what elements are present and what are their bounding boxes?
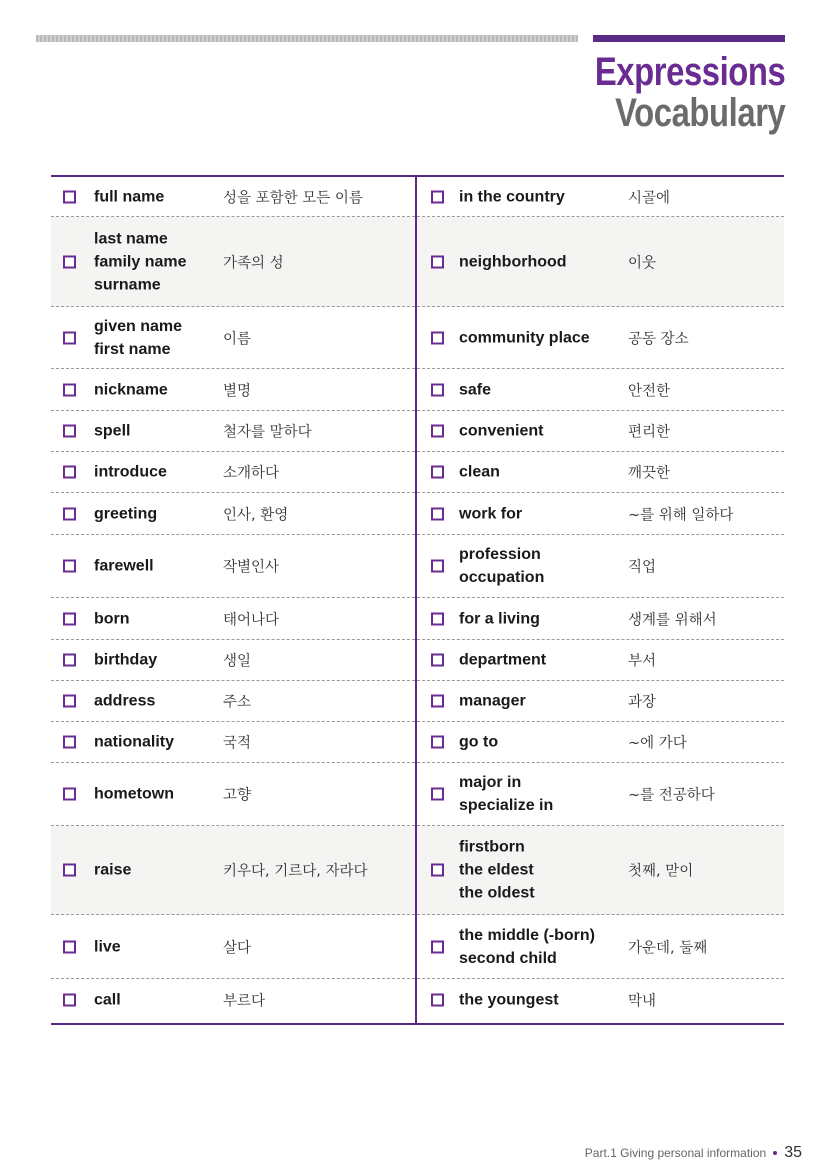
- vocab-meaning: 생일: [223, 653, 252, 670]
- header-gray-rule: [36, 35, 578, 42]
- vocab-meaning: 생계를 위해서: [628, 612, 717, 628]
- vocab-term: [459, 502, 621, 525]
- term-text: second child: [459, 949, 557, 967]
- heading-expressions: Expressions: [594, 50, 785, 94]
- vocab-term: [94, 378, 222, 401]
- vocab-meaning: ~를 전공하다: [628, 787, 715, 804]
- checkbox[interactable]: [63, 612, 76, 625]
- term-text: work for: [459, 505, 523, 522]
- term-text: convenient: [459, 422, 544, 440]
- page-footer: [585, 1144, 802, 1162]
- vocab-term: [94, 859, 222, 882]
- vocab-meaning: 안전한: [628, 383, 671, 399]
- footer-bullet: [773, 1151, 777, 1155]
- term-text: raise: [94, 861, 132, 879]
- term-text: last name: [94, 230, 168, 247]
- vocab-row: [417, 979, 784, 1020]
- vocab-term: [459, 607, 621, 630]
- vocab-term: [459, 378, 621, 401]
- vocab-row: [417, 452, 784, 493]
- footer-section-title: Part.1 Giving personal information: [584, 1146, 767, 1160]
- term-text: manager: [459, 692, 526, 710]
- checkbox[interactable]: [63, 466, 76, 479]
- vocab-meaning: 소개하다: [223, 465, 280, 482]
- term-text: major in: [459, 774, 522, 791]
- header-purple-rule: [593, 35, 785, 42]
- vocab-meaning: ~에 가다: [628, 735, 687, 752]
- vocab-term: [94, 988, 222, 1011]
- vocab-term: [459, 771, 621, 817]
- vocab-meaning: 성을 포함한 모든 이름: [223, 190, 363, 206]
- vocab-row: [51, 307, 415, 369]
- vocab-meaning: 첫째, 맏이: [628, 863, 694, 880]
- vocab-meaning: 주소: [223, 694, 252, 711]
- vocab-term: [459, 250, 621, 273]
- vocab-meaning: 별명: [223, 383, 252, 399]
- checkbox[interactable]: [431, 425, 444, 438]
- checkbox[interactable]: [63, 654, 76, 667]
- checkbox[interactable]: [63, 255, 76, 268]
- checkbox[interactable]: [63, 190, 76, 203]
- vocab-row: [51, 763, 415, 826]
- checkbox[interactable]: [431, 864, 444, 877]
- vocab-term: [459, 649, 621, 672]
- checkbox[interactable]: [63, 695, 76, 708]
- vocab-meaning: 부서: [628, 653, 657, 670]
- vocab-term: [94, 690, 222, 713]
- vocab-row: [417, 763, 784, 826]
- vocab-term: [459, 420, 621, 443]
- vocab-meaning: 공동 장소: [628, 331, 689, 347]
- vocab-row: [417, 826, 784, 915]
- checkbox[interactable]: [63, 788, 76, 801]
- term-text: occupation: [459, 569, 545, 586]
- vocab-row: [417, 369, 784, 411]
- checkbox[interactable]: [431, 788, 444, 801]
- checkbox[interactable]: [431, 654, 444, 667]
- vocab-row: [417, 411, 784, 452]
- term-text: hometown: [94, 785, 174, 803]
- vocab-row: [51, 411, 415, 452]
- vocab-row: [417, 598, 784, 640]
- vocab-term: [94, 420, 222, 443]
- vocab-meaning: 고향: [223, 787, 252, 804]
- term-text: call: [94, 991, 121, 1008]
- term-text: clean: [459, 463, 500, 481]
- vocab-row: [51, 722, 415, 763]
- term-text: address: [94, 692, 156, 710]
- checkbox[interactable]: [431, 560, 444, 573]
- checkbox[interactable]: [63, 507, 76, 520]
- vocab-row: [417, 640, 784, 681]
- vocab-term: [459, 461, 621, 484]
- vocab-term: [94, 461, 222, 484]
- term-text: birthday: [94, 651, 158, 669]
- term-text: specialize in: [459, 797, 554, 814]
- checkbox[interactable]: [63, 864, 76, 877]
- checkbox[interactable]: [63, 940, 76, 953]
- vocab-term: [459, 326, 621, 349]
- term-text: in the country: [459, 188, 565, 205]
- vocab-meaning: 편리한: [628, 424, 671, 441]
- vocab-meaning: 가운데, 둘째: [628, 940, 708, 956]
- term-text: live: [94, 938, 121, 955]
- term-text: the middle (-born): [459, 926, 595, 944]
- term-text: nickname: [94, 381, 168, 398]
- vocab-meaning: 살다: [223, 940, 252, 956]
- vocab-meaning: 철자를 말하다: [223, 424, 312, 441]
- vocab-term: [459, 185, 621, 208]
- term-text: surname: [94, 276, 161, 293]
- checkbox[interactable]: [63, 736, 76, 749]
- vocab-meaning: 태어나다: [223, 612, 280, 628]
- checkbox[interactable]: [63, 993, 76, 1006]
- vocab-term: [94, 227, 222, 296]
- term-text: family name: [94, 253, 187, 270]
- vocab-meaning: ~를 위해 일하다: [628, 507, 734, 523]
- term-text: profession: [459, 546, 541, 563]
- vocab-term: [94, 555, 222, 578]
- term-text: nationality: [94, 733, 175, 751]
- term-text: born: [94, 610, 130, 627]
- checkbox[interactable]: [431, 331, 444, 344]
- page-heading: [594, 52, 785, 134]
- term-text: firstborn: [459, 838, 525, 856]
- vocab-term: [94, 502, 222, 525]
- term-text: go to: [459, 733, 499, 751]
- term-text: community place: [459, 329, 590, 346]
- vocab-row: [51, 493, 415, 535]
- vocab-row: [51, 979, 415, 1020]
- term-text: full name: [94, 188, 165, 205]
- vocab-term: [94, 607, 222, 630]
- term-text: the eldest: [459, 861, 534, 879]
- vocab-term: [459, 836, 621, 905]
- vocab-term: [94, 315, 222, 361]
- vocab-meaning: 깨끗한: [628, 465, 671, 482]
- term-text: the oldest: [459, 884, 535, 902]
- left-column: [51, 177, 415, 1023]
- vocab-row: [51, 369, 415, 411]
- heading-vocabulary: Vocabulary: [614, 91, 785, 135]
- vocab-meaning: 부르다: [223, 993, 266, 1009]
- vocab-meaning: 이웃: [628, 255, 657, 271]
- checkbox[interactable]: [431, 466, 444, 479]
- vocab-row: [417, 307, 784, 369]
- term-text: greeting: [94, 505, 158, 522]
- vocab-meaning: 가족의 성: [223, 255, 284, 271]
- vocab-row: [51, 640, 415, 681]
- checkbox[interactable]: [431, 507, 444, 520]
- checkbox[interactable]: [431, 940, 444, 953]
- term-text: introduce: [94, 463, 167, 481]
- vocab-row: [417, 177, 784, 217]
- vocab-row: [417, 915, 784, 979]
- vocab-row: [51, 915, 415, 979]
- vocab-term: [94, 185, 222, 208]
- checkbox[interactable]: [431, 383, 444, 396]
- checkbox[interactable]: [63, 383, 76, 396]
- vocab-term: [459, 731, 621, 754]
- term-text: for a living: [459, 610, 540, 627]
- vocab-meaning: 작별인사: [223, 559, 280, 576]
- vocab-meaning: 국적: [223, 735, 252, 752]
- vocab-term: [94, 935, 222, 958]
- vocab-row: [51, 826, 415, 915]
- checkbox[interactable]: [63, 331, 76, 344]
- checkbox[interactable]: [431, 190, 444, 203]
- vocab-term: [459, 543, 621, 589]
- term-text: first name: [94, 340, 171, 358]
- vocab-meaning: 인사, 환영: [223, 507, 289, 523]
- checkbox[interactable]: [431, 255, 444, 268]
- vocab-meaning: 시골에: [628, 190, 671, 206]
- vocab-meaning: 과장: [628, 694, 657, 711]
- term-text: safe: [459, 381, 492, 398]
- vocab-row: [417, 535, 784, 598]
- vocab-term: [459, 924, 621, 970]
- term-text: spell: [94, 422, 131, 440]
- vocab-row: [51, 177, 415, 217]
- vocab-row: [51, 535, 415, 598]
- vocab-row: [417, 493, 784, 535]
- term-text: farewell: [94, 557, 154, 575]
- vocab-meaning: 직업: [628, 559, 657, 576]
- vocabulary-table: [51, 175, 784, 1025]
- page-number: 35: [784, 1144, 802, 1161]
- checkbox[interactable]: [63, 560, 76, 573]
- vocab-row: [417, 681, 784, 722]
- vocab-row: [51, 681, 415, 722]
- vocab-term: [94, 783, 222, 806]
- vocab-row: [51, 598, 415, 640]
- term-text: given name: [94, 317, 183, 335]
- checkbox[interactable]: [431, 736, 444, 749]
- right-column: [417, 177, 784, 1023]
- checkbox[interactable]: [63, 425, 76, 438]
- term-text: department: [459, 651, 547, 669]
- checkbox[interactable]: [431, 993, 444, 1006]
- vocab-term: [459, 690, 621, 713]
- vocab-meaning: 이름: [223, 331, 252, 347]
- vocab-meaning: 키우다, 기르다, 자라다: [223, 863, 368, 880]
- vocab-row: [417, 217, 784, 307]
- checkbox[interactable]: [431, 612, 444, 625]
- vocab-term: [459, 988, 621, 1011]
- checkbox[interactable]: [431, 695, 444, 708]
- vocab-row: [51, 217, 415, 307]
- term-text: neighborhood: [459, 253, 567, 270]
- vocab-term: [94, 731, 222, 754]
- vocab-row: [417, 722, 784, 763]
- vocab-term: [94, 649, 222, 672]
- vocab-row: [51, 452, 415, 493]
- term-text: the youngest: [459, 991, 559, 1008]
- vocab-meaning: 막내: [628, 993, 657, 1009]
